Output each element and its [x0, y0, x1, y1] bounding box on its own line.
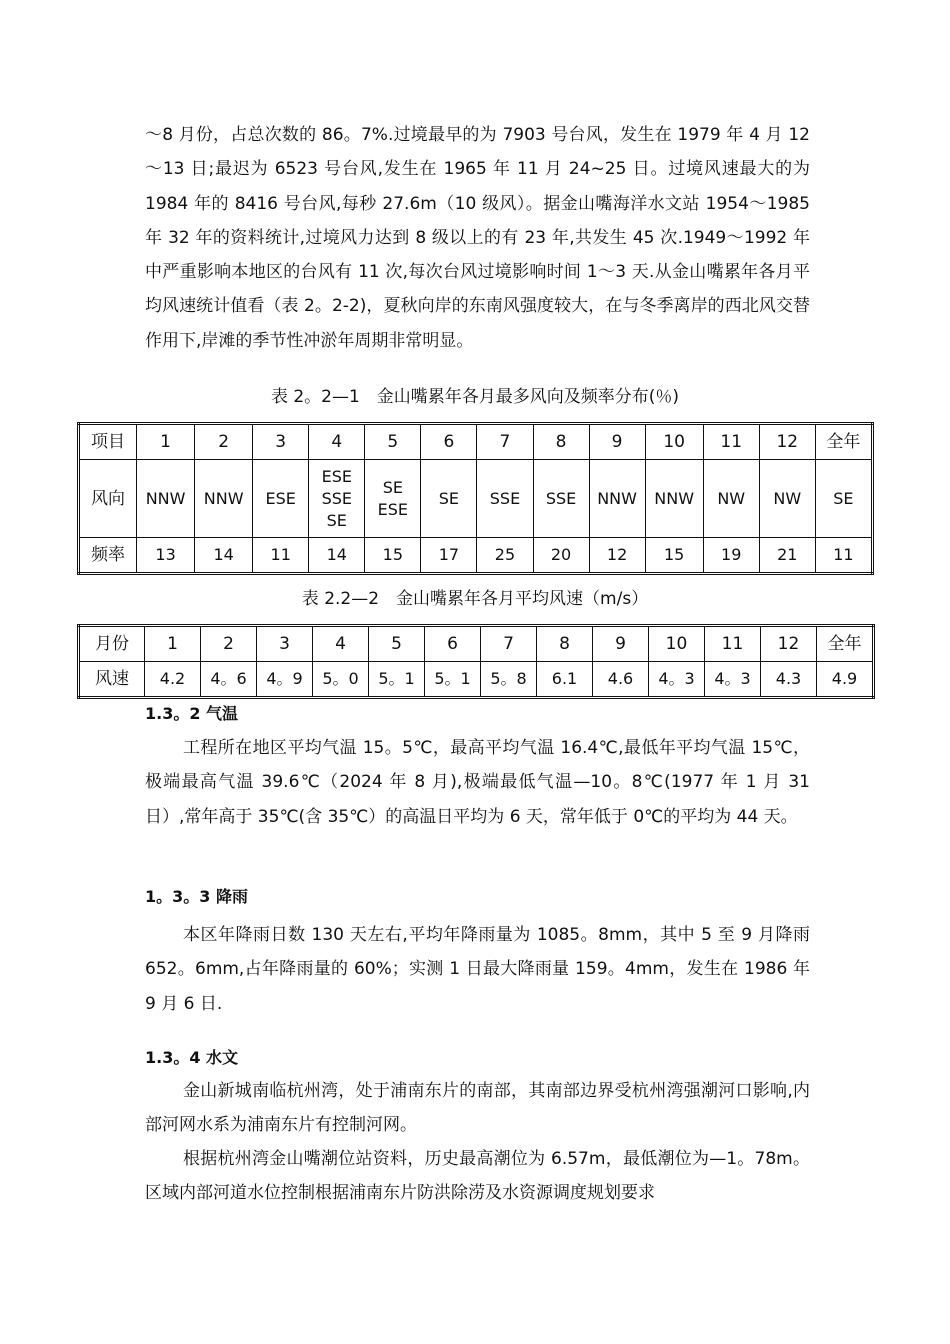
table1-direction-cell: NNW: [137, 460, 195, 538]
table1-direction-cell: SE: [815, 460, 872, 538]
table2-speed-cell: 4.2: [145, 662, 201, 698]
table2-header-cell: 7: [481, 626, 537, 662]
table1-row-label: 风向: [79, 460, 137, 538]
table1-frequency-row: [79, 538, 873, 574]
table2-header-cell: 4: [313, 626, 369, 662]
table2-speed-cell: 5。1: [369, 662, 425, 698]
table1-direction-cell: NW: [703, 460, 759, 538]
paragraph-typhoon: ～8 月份，占总次数的 86。7%.过境最早的为 7903 号台风，发生在 1979 年 4 月 12～13 日;最迟为 6523 号台风,发生在 1965 年 11 月 24~25 日。过境风速最大的为 1984 年的 8416 号台风,每秒 27.6m（10 级风）。据金山嘴海洋水文站 1954～1985 年 32 年的资料统计,过境风力达到 8 级以上的有 23 年,共发生 45 次.1949～1992 年中严重影响本地区的台风有 11 次,每次台风过境影响时间 1～3 天.从金山嘴累年各月平均风速统计值看（表 2。2-2)，夏秋向岸的东南风强度较大，在与冬季离岸的西北风交替作用下,岸滩的季节性冲淤年周期非常明显。: [145, 125, 810, 351]
table1-header-cell: 11: [703, 424, 759, 460]
table2-row-label: 风速: [79, 662, 145, 698]
table2-speed-row: [79, 662, 874, 698]
table1-header-cell: 2: [195, 424, 253, 460]
table2-caption: 表 2.2—2 金山嘴累年各月平均风速（m/s）: [301, 589, 649, 609]
table2-header-cell: 3: [257, 626, 313, 662]
table2-header-cell: 5: [369, 626, 425, 662]
table1-frequency-cell: 14: [195, 538, 253, 574]
table2-header-cell: 12: [761, 626, 817, 662]
table2-speed-cell: 5。1: [425, 662, 481, 698]
table1-direction-cell: NNW: [195, 460, 253, 538]
table2-header-cell: 6: [425, 626, 481, 662]
table1-direction-cell: SSE: [533, 460, 589, 538]
table1-header-cell: 12: [759, 424, 815, 460]
table1-direction-cell: SSE: [477, 460, 533, 538]
paragraph-hydrology-1: 金山新城南临杭州湾，处于浦南东片的南部，其南部边界受杭州湾强潮河口影响,内部河网水系为浦南东片有控制河网。: [145, 1081, 810, 1136]
table1-direction-cell: SE ESE: [365, 460, 421, 538]
paragraph-hydrology-2: 根据杭州湾金山嘴潮位站资料，历史最高潮位为 6.57m，最低潮位为—1。78m。区域内部河道水位控制根据浦南东片防洪除涝及水资源调度规划要求: [145, 1149, 810, 1204]
table1-frequency-cell: 21: [759, 538, 815, 574]
table1-header-cell: 1: [137, 424, 195, 460]
wind-speed-table: [77, 624, 875, 699]
table1-direction-cell: NW: [759, 460, 815, 538]
table1-header-row: [79, 424, 873, 460]
table1-header-cell: 4: [309, 424, 365, 460]
table2-speed-cell: 6.1: [537, 662, 593, 698]
table1-frequency-cell: 25: [477, 538, 533, 574]
table2-speed-cell: 4。6: [201, 662, 257, 698]
table1-frequency-cell: 11: [253, 538, 309, 574]
table1-header-cell: 6: [421, 424, 477, 460]
table2-header-cell: 11: [705, 626, 761, 662]
table1-caption: 表 2。2—1 金山嘴累年各月最多风向及频率分布(％): [270, 387, 680, 407]
table2-speed-cell: 4.6: [593, 662, 649, 698]
table1-header-cell: 3: [253, 424, 309, 460]
table1-frequency-cell: 11: [815, 538, 872, 574]
table1-frequency-cell: 14: [309, 538, 365, 574]
heading-temperature: 1.3。2 气温: [145, 704, 239, 723]
table1-frequency-cell: 20: [533, 538, 589, 574]
table2-header-row: [79, 626, 874, 662]
table2-header-cell: 9: [593, 626, 649, 662]
table1-frequency-cell: 19: [703, 538, 759, 574]
table2-speed-cell: 4。3: [705, 662, 761, 698]
table2-speed-cell: 5。0: [313, 662, 369, 698]
table1-header-cell: 全年: [815, 424, 872, 460]
heading-hydrology: 1.3。4 水文: [145, 1048, 239, 1067]
table2-speed-cell: 4。9: [257, 662, 313, 698]
table1-frequency-cell: 15: [645, 538, 703, 574]
table1-header-cell: 10: [645, 424, 703, 460]
table1-header-cell: 8: [533, 424, 589, 460]
table1-direction-cell: SE: [421, 460, 477, 538]
heading-rainfall: 1。3。3 降雨: [145, 887, 248, 906]
table2-header-cell: 全年: [817, 626, 874, 662]
table1-frequency-cell: 15: [365, 538, 421, 574]
table2-speed-cell: 4。3: [649, 662, 705, 698]
table1-direction-cell: NNW: [645, 460, 703, 538]
paragraph-temperature: 工程所在地区平均气温 15。5℃，最高平均气温 16.4℃,最低年平均气温 15℃，极端最高气温 39.6℃（2024 年 8 月),极端最低气温—10。8℃(1977 年 1 月 31 日）,常年高于 35℃(含 35℃）的高温日平均为 6 天，常年低于 0℃的平均为 44 天。: [145, 738, 810, 827]
table2-header-cell: 8: [537, 626, 593, 662]
table2-row-label: 月份: [79, 626, 145, 662]
table1-direction-cell: ESE SSE SE: [309, 460, 365, 538]
table2-header-cell: 10: [649, 626, 705, 662]
table1-header-cell: 9: [589, 424, 645, 460]
wind-direction-table: [77, 422, 874, 575]
table1-header-cell: 5: [365, 424, 421, 460]
table2-header-cell: 1: [145, 626, 201, 662]
table2-speed-cell: 4.9: [817, 662, 874, 698]
table1-direction-row: [79, 460, 873, 538]
table1-direction-cell: ESE: [253, 460, 309, 538]
table1-frequency-cell: 12: [589, 538, 645, 574]
table2-speed-cell: 5。8: [481, 662, 537, 698]
table1-row-label: 项目: [79, 424, 137, 460]
table1-row-label: 频率: [79, 538, 137, 574]
table2-speed-cell: 4.3: [761, 662, 817, 698]
table1-frequency-cell: 17: [421, 538, 477, 574]
table1-header-cell: 7: [477, 424, 533, 460]
table2-header-cell: 2: [201, 626, 257, 662]
table1-direction-cell: NNW: [589, 460, 645, 538]
table1-frequency-cell: 13: [137, 538, 195, 574]
paragraph-rainfall: 本区年降雨日数 130 天左右,平均年降雨量为 1085。8mm，其中 5 至 9 月降雨 652。6mm,占年降雨量的 60%；实测 1 日最大降雨量 159。4mm，发生在 1986 年 9 月 6 日.: [145, 925, 810, 1014]
